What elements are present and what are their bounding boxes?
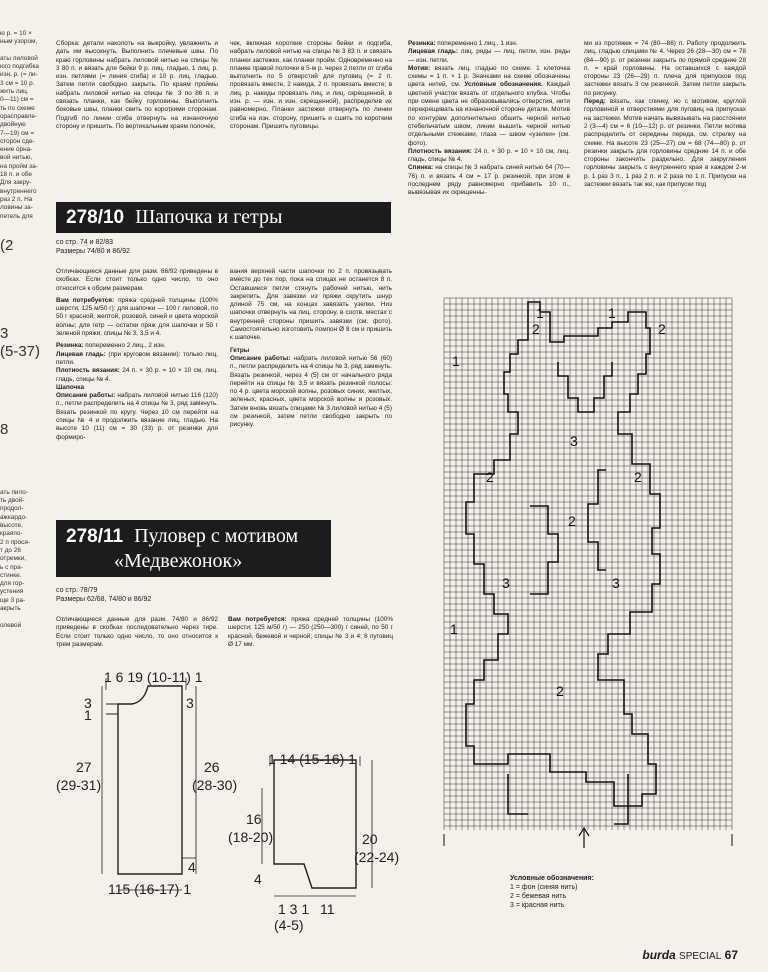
diagram1-right-height: 26 <box>204 759 220 775</box>
sleeve-outline <box>274 760 356 888</box>
strip-line: стинке. <box>0 571 22 579</box>
schematic-diagrams <box>56 668 400 933</box>
front-heading: Перед: <box>584 98 606 106</box>
previous-page-strip <box>0 30 40 630</box>
strip-line: жить лиц. <box>0 88 29 96</box>
stockinette-text: (при круговом вязании): только лиц. петли. <box>56 350 219 366</box>
strip-lines <box>0 30 40 221</box>
body-piece-outline <box>118 686 182 874</box>
diagram1-bottom-right: 4 <box>188 859 196 875</box>
strip-line: 0—11) см = <box>0 96 34 104</box>
strip-line: внутреннего <box>0 187 37 195</box>
strip-line: ажкардо- <box>0 513 28 521</box>
strip-line: ловины за- <box>0 204 33 212</box>
strip-line: ным узором, <box>0 38 38 46</box>
sizes: Размеры 74/80 и 86/92 <box>56 248 130 255</box>
strip-lines-2 <box>0 489 40 630</box>
legend-item: 3 = красная нить <box>510 902 565 909</box>
strip-number: (5-37) <box>0 342 41 360</box>
legend-item: 2 = бежевая нить <box>510 893 567 900</box>
strip-line: петель для <box>0 212 33 220</box>
chart-symbol-2: 2 <box>532 321 540 337</box>
sizes: Размеры 62/68, 74/80 и 86/92 <box>56 596 152 603</box>
diagram1-right-height-alt: (28-30) <box>192 777 238 793</box>
diagram2-bottom-2: (4-5) <box>274 917 304 933</box>
strip-line: ще 3 ра- <box>0 596 26 604</box>
strip-line: для гор- <box>0 580 25 588</box>
front-text: вязать, как спинку, но с мотивом, круглой горловиной и отверстиями для пуговиц на припусках на застежки. Мотив начать вывязывать на расстоянии 2 (3—4) см = 6 (10—12) р. от резинки. Петли мотива распределить от середины переда, см. стрелку на схеме. На высоте 23 (25—27) см = 68 (74—80) р. от резинки закрыть для горловины средние 14 п. и обе стороны закончить раздельно. Для закругления горловины закрыть с внутреннего края в каждом 2-м р. 1 раз 3 п., 1 раз 2 п. и 2 раза по 1 п. Припуски на застежки вязать так же, как припуски под <box>584 98 746 189</box>
section-number: 278/10 <box>66 207 125 228</box>
diagram1-left-dim: 3 <box>84 695 92 711</box>
strip-line: 7—19) см = <box>0 129 35 137</box>
rib-heading: Резинка: <box>56 342 84 350</box>
s11-reference <box>56 586 151 604</box>
hat-heading: Шапочка <box>56 383 85 391</box>
rib-text: попеременно 1 лиц., 1 изн. <box>437 40 518 47</box>
work-text: набрать лиловой нитью 116 (120) п., петли распределить на 4 спицы № 3, ряд замкнуть. Вязать резинкой по кругу. Через 10 см перейти на спицы № 4 и продолжить вязание лиц. гладью. На высоте 10 (11) см = 30 (33) р. от резинки для формиро- <box>56 392 218 441</box>
legend-item: 1 = фон (синяя нить) <box>510 884 578 891</box>
diagram2-bottom-3: 11 <box>320 901 335 917</box>
diagram1-right-dim: 3 <box>186 695 194 711</box>
chart-symbol-3: 3 <box>502 575 510 591</box>
buttonband-paragraph: чек, включая короткие стороны бейки и подгиба, набрать лиловой нитью на спицы № 3 83 п. и связать планки застежки, как планки пройм. Одновременно на планке правой полочки в 5-м р. через 2 петли от сгиба выполнить по 5 отверстий для пуговиц (= 2 п. провязать вместе, 2 накида, 2 п. провязать вместе; в лиц. р. накиды провязать лиц. и лиц. скрещенной, в изн. р. — изн. и изн. скрещенной), распределив их равномерно. Планки застежки отвернуть по линии сгиба на изн. сторону, пришить и сшить по коротким сторонам. Пришить пуговицы. <box>230 40 392 130</box>
assembly-text <box>56 40 218 135</box>
diagram2-right-height-alt: (22-24) <box>354 849 400 865</box>
strip-line: 2 п прося- <box>0 538 30 546</box>
strip-number: (2 <box>0 236 14 254</box>
chart-symbol-3: 3 <box>570 433 578 449</box>
back-text: на спицы № 3 набрать синей нитью 64 (70—76) п. и вязать 4 см = 17 р. резинкой, при этом в последнем ряду равномерно прибавить 10 п., вывязывая их скрещенны- <box>408 164 570 197</box>
gaiters-work-heading: Описание работы: <box>230 354 291 362</box>
page-number: 67 <box>724 948 738 962</box>
back-heading: Спинка: <box>408 164 434 172</box>
s10-col2 <box>230 268 392 434</box>
s10-reference <box>56 238 130 256</box>
pullover-col3 <box>408 40 570 202</box>
section-number: 278/11 <box>66 526 124 547</box>
strip-line: изн. р. (= ли- <box>0 71 38 79</box>
materials-heading: Вам потребуется: <box>56 296 115 304</box>
stockinette-heading: Лицевая гладь: <box>56 350 106 358</box>
materials-text: пряжа средней толщины (100% шерсти; 125 м/50 г): для шапочки — 100 г лиловой, по 50 г красной, желтой, розовой, синей и цвета морской волны; для гетр — остатки пряж для шапочки и 50 г зеленой пряжи; спицы № 3, 3,5 и 4. <box>56 296 218 338</box>
strip-line: Для закру- <box>0 179 32 187</box>
diagram2-left-height: 16 <box>246 811 262 827</box>
chart-symbol-2: 2 <box>634 469 642 485</box>
diagram1-bottom-label: 115 (16-17) 1 <box>108 881 192 897</box>
strip-line: отремки, <box>0 555 26 563</box>
strip-line: аты лиловой <box>0 54 38 62</box>
hat-finish-text: вания верхней части шапочки по 2 п. провязывать вместе до тех пор, пока на спицах не останется 8 п. Оставшиеся петли стянуть рабочей нитью, нить закрепить. Для завязки из пряжи скрутить шнур длиной 75 см, на концах завязать узелки. Низ шапочки отвернуть на лиц. сторону, в соотв. местах с внутренней стороны пришить завязки (см. фото). Самостоятельно изготовить помпон Ø 8 см и пришить к шапочке. <box>230 268 392 342</box>
chart-symbol-2: 2 <box>658 321 666 337</box>
pullover-col4 <box>584 40 746 193</box>
section-278-10-banner <box>56 202 391 233</box>
strip-line: краяпо- <box>0 530 23 538</box>
strip-line: ю р. = 10 × <box>0 30 32 37</box>
section-title: Шапочка и гетры <box>135 206 283 228</box>
diagram1-left-height-alt: (29-31) <box>56 777 102 793</box>
strip-number: 3 <box>0 324 9 342</box>
diagram1-top-label: 1 6 19 (10-11) 1 <box>104 669 203 685</box>
strip-line <box>0 47 40 55</box>
strip-line: высоте, <box>0 522 23 530</box>
brand-logo: burda <box>642 948 676 962</box>
gauge-text: 24 п. × 30 р. = 10 × 10 см, лиц. гладь, спицы № 4. <box>408 147 570 164</box>
strip-line: ть по схеме <box>0 104 35 112</box>
gaiters-heading: Гетры <box>230 346 250 354</box>
strip-line: двойную <box>0 121 26 129</box>
stockinette-text: лиц. ряды — лиц. петли, изн. ряды — изн. петли. <box>408 48 571 64</box>
gauge-heading: Плотность вязания: <box>408 147 472 155</box>
section-title-line1: Пуловер с мотивом <box>134 525 299 547</box>
center-arrow-icon <box>579 828 589 848</box>
rib-heading: Резинка: <box>408 40 436 47</box>
motif-text-2: Каждый цветной участок вязать от отдельного клубка. Чтобы при смене цвета не образовывались отверстия, нити перекрещивать на изнаночной стороне детали. Мотив по контурам дополнительно обшить черной нитью стебельчатым швом, линии вышить черной нитью отдельными стежками, глаза — швом «узелки» (см. фото). <box>408 81 570 147</box>
work-heading: Описание работы: <box>56 392 116 400</box>
diagram2-bottom-1: 1 3 1 <box>278 901 310 917</box>
strip-line: ть двой- <box>0 497 25 505</box>
stockinette-heading: Лицевая гладь: <box>408 48 458 56</box>
gauge-text: 24 п. × 30 р. = 10 × 10 см, лиц. гладь, спицы № 4. <box>56 367 218 383</box>
gaiters-work-text: набрать лиловой нитью 56 (60) п., петли распределить на 4 спицы № 3, ряд замкнуть. Вязать резинкой, через 4 (5) см от начального ряда перейти на спицы № 3,5 и вязать резинкой полосы: по 4 р. цвета морской волны, розовых синих, желтых, зеленых, красных, цвета морской волны и розовых. Затем вновь вязать спицами № 3 лиловой нитью 4 (5) см резинкой, затем петли свободно закрыть по рисунку. <box>230 354 392 429</box>
motif-text: вязать лиц. гладью по схеме. 1 клеточка схемы = 1 п. × 1 р. Значками на схеме обозначены цвета нитей, см. <box>408 64 570 89</box>
section-278-11-banner <box>56 520 331 577</box>
strip-line: 18 п. и обе <box>0 171 32 179</box>
strip-number: 8 <box>0 420 9 438</box>
page-ref: со стр. 74 и 82/83 <box>56 239 114 246</box>
strip-line: продол- <box>0 505 24 513</box>
buttonband-text <box>230 40 392 135</box>
strip-line: юго подгибка <box>0 63 39 71</box>
strip-line: орасправле- <box>0 112 38 120</box>
rib-text: попеременно 2 лиц., 2 изн. <box>85 342 166 350</box>
chart-symbol-1: 1 <box>608 305 616 321</box>
chart-legend <box>510 874 594 910</box>
page-footer <box>642 948 738 962</box>
s10-intro: Отличающиеся данные для разм. 86/92 приведены в скобках. Если стоит только одно число, то оно относится к обоим размерам. <box>56 268 218 292</box>
chart-symbol-3: 3 <box>612 575 620 591</box>
bear-outline <box>466 302 660 824</box>
strip-line: на пройм за- <box>0 162 38 170</box>
strip-line: вой нитью, <box>0 154 33 162</box>
strip-line <box>0 613 40 621</box>
section-title-line2: «Медвежонок» <box>114 550 243 572</box>
strip-line: ение орна- <box>0 146 33 154</box>
brand-special: SPECIAL <box>679 951 722 962</box>
diagram2-right-height: 20 <box>362 831 378 847</box>
chart-symbol-2: 2 <box>556 683 564 699</box>
s11-intro: Отличающиеся данные для разм. 74/80 и 86/92 приведены в скобках последовательно через тире. Если стоит только одно число, то оно относится к трем размерам. <box>56 616 218 648</box>
strip-line: ь с пра- <box>0 563 23 571</box>
materials-heading: Вам потребуется: <box>228 616 287 623</box>
chart-symbol-1: 1 <box>450 621 458 637</box>
strip-line: олевой <box>0 621 22 629</box>
diagram1-left-dim: 1 <box>84 707 92 723</box>
s10-col1 <box>56 268 218 446</box>
gauge-heading: Плотность вязания: <box>56 367 120 375</box>
strip-line: акрыть <box>0 604 21 612</box>
back-continued: ми из протяжек = 74 (80—86) п. Работу продолжить лиц. гладью спицами № 4. Через 26 (28—30) см = 78 (84—90) р. от резинки закрыть по прямой средние 28 п. = край горловины. На оставшихся с каждой стороны 23 (26—29) п. плеча для припусков под застежки вязать 3 см резинкой. Затем петли закрыть по рисунку. <box>584 40 746 97</box>
chart-symbol-2: 2 <box>568 513 576 529</box>
diagram2-left-height-alt: (18-20) <box>228 829 274 845</box>
chart-symbol-1: 1 <box>452 353 460 369</box>
diagram2-bottom-left: 4 <box>254 871 262 887</box>
strip-line: устения <box>0 588 24 596</box>
strip-line: сторон сде- <box>0 137 35 145</box>
s11-materials-col <box>228 616 393 653</box>
motif-heading: Мотив: <box>408 64 431 72</box>
strip-line: ать пило- <box>0 488 28 496</box>
diagram1-left-height: 27 <box>76 759 92 775</box>
strip-line: 3 см = 10 р. <box>0 79 35 87</box>
s11-intro-col <box>56 616 218 653</box>
knitting-chart <box>438 294 738 850</box>
assembly-paragraph: Сборка: детали наколоть на выкройку, увлажнить и дать им высохнуть. Выполнить плечевые швы. По краю горловины набрать лиловой нитью на спицы № 3 80 п. и вязать для бейки 9 р. лиц. гладью, 1 лиц. р. изн. петлями (= линия сгиба) и 10 р. лиц. гладью. Затем петли свободно закрыть. По краям проймы набрать лиловой нитью на спицы № 3 по 86 п. и связать планки, как бейку горловины. Выполнить боковые швы, планки свить по короткими сторонам. Подгиб по линии сгиба отвернуть на изнаночную сторону и пришить. По вертикальным краям полочек, <box>56 40 218 130</box>
materials-text: пряжа средней толщины (100% шерсти; 125 м/50 г) — 250 (250—300) г синей, по 50 г красной, бежевой и черной; спицы № 3 и 4; 8 пуговиц Ø 17 мм. <box>228 616 394 648</box>
legend-reference: Условные обозначения. <box>464 81 543 89</box>
strip-line: т до 26 <box>0 546 21 554</box>
legend-title: Условные обозначения: <box>510 875 594 882</box>
chart-symbol-2: 2 <box>486 469 494 485</box>
page-ref: со стр. 78/79 <box>56 587 98 594</box>
chart-symbol-1: 1 <box>536 305 544 321</box>
diagram2-top-label: 1 14 (15-16) 1 <box>268 751 356 767</box>
strip-line: раз 2 п. На <box>0 195 33 203</box>
